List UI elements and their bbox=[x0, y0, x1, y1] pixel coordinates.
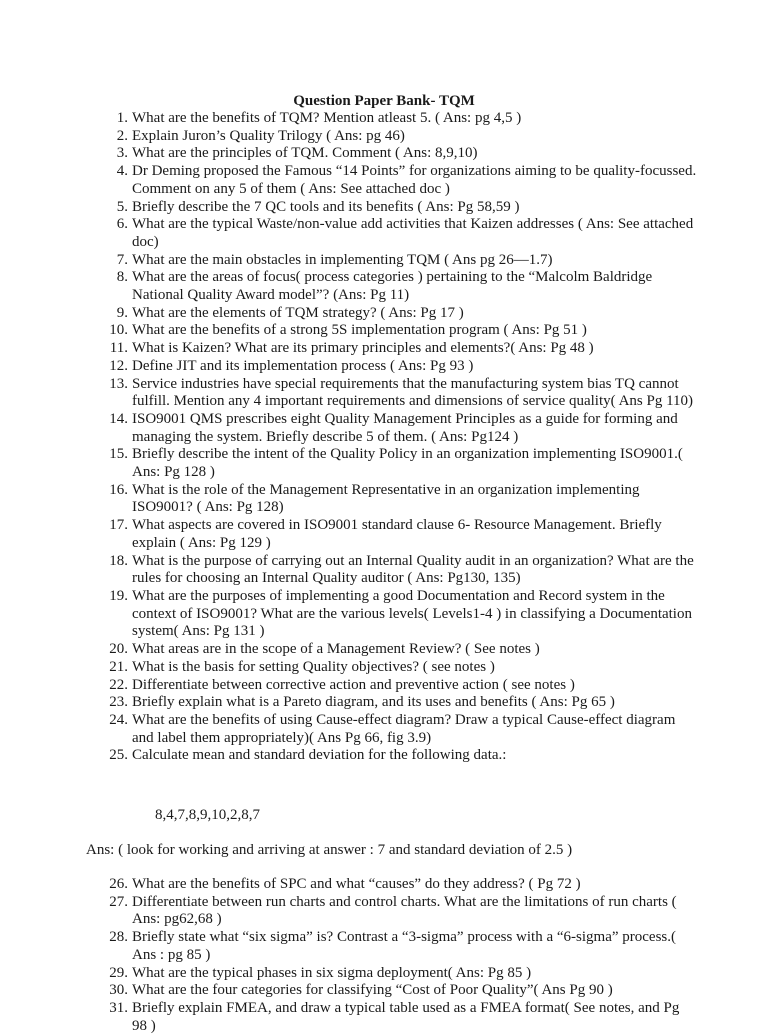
question-item bbox=[0, 553, 768, 588]
question-text: What are the four categories for classifying “Cost of Poor Quality”( Ans Pg 90 ) bbox=[132, 982, 613, 999]
question-item bbox=[0, 1000, 768, 1035]
question-item bbox=[0, 110, 768, 128]
question-item bbox=[0, 145, 768, 163]
question-item bbox=[0, 588, 768, 641]
question-item bbox=[0, 128, 768, 146]
question-number: 12. bbox=[109, 357, 128, 374]
question-item bbox=[0, 340, 768, 358]
question-number: 16. bbox=[109, 481, 128, 498]
question-number: 9. bbox=[116, 304, 128, 321]
question-item bbox=[0, 982, 768, 1000]
question-item bbox=[0, 747, 768, 765]
question-text: What is the basis for setting Quality objectives? ( see notes ) bbox=[132, 658, 495, 675]
question-item bbox=[0, 411, 768, 446]
question-number: 27. bbox=[109, 893, 128, 910]
question-text: What are the main obstacles in implementing TQM ( Ans pg 26—1.7) bbox=[132, 251, 553, 268]
question-text: What are the typical Waste/non-value add activities that Kaizen addresses ( Ans: See attached doc) bbox=[132, 216, 694, 250]
question-text: Briefly state what “six sigma” is? Contrast a “3-sigma” process with a “6-sigma” process.( Ans : pg 85 ) bbox=[132, 929, 677, 963]
question-number: 15. bbox=[109, 446, 128, 463]
question-item bbox=[0, 252, 768, 270]
question-text: What are the benefits of SPC and what “causes” do they address? ( Pg 72 ) bbox=[132, 876, 581, 892]
question-number: 14. bbox=[109, 410, 128, 427]
question-text: Define JIT and its implementation process ( Ans: Pg 93 ) bbox=[132, 357, 474, 374]
question-text: Calculate mean and standard deviation for the following data.: bbox=[132, 747, 507, 764]
question-number: 5. bbox=[116, 198, 128, 215]
question-item bbox=[0, 482, 768, 517]
question-text: What are the typical phases in six sigma deployment( Ans: Pg 85 ) bbox=[132, 964, 532, 981]
question-text: Differentiate between corrective action and preventive action ( see notes ) bbox=[132, 676, 575, 693]
question-text: What is the role of the Management Representative in an organization implementing ISO9001? ( Ans: Pg 128) bbox=[132, 481, 640, 516]
question-list-part2 bbox=[0, 876, 768, 1035]
question-item bbox=[0, 358, 768, 376]
question-number: 10. bbox=[109, 322, 128, 339]
question-item bbox=[0, 216, 768, 251]
question-number: 31. bbox=[109, 999, 128, 1016]
question-number: 25. bbox=[109, 747, 128, 764]
data-values: 8,4,7,8,9,10,2,8,7 bbox=[155, 807, 260, 823]
question-number: 1. bbox=[116, 110, 128, 126]
question-number: 18. bbox=[109, 552, 128, 569]
question-text: What are the elements of TQM strategy? ( Ans: Pg 17 ) bbox=[132, 304, 464, 321]
question-text: What are the benefits of a strong 5S implementation program ( Ans: Pg 51 ) bbox=[132, 322, 587, 339]
question-text: Differentiate between run charts and control charts. What are the limitations of run charts ( Ans: pg62,68 ) bbox=[132, 893, 677, 928]
question-text: Briefly explain what is a Pareto diagram, and its uses and benefits ( Ans: Pg 65 ) bbox=[132, 694, 615, 711]
question-number: 24. bbox=[109, 711, 128, 728]
question-number: 19. bbox=[109, 587, 128, 604]
question-text: What is the purpose of carrying out an Internal Quality audit in an organization? What are the rules for choosing an Internal Quality auditor ( Ans: Pg130, 135) bbox=[132, 552, 694, 587]
question-item bbox=[0, 199, 768, 217]
question-number: 7. bbox=[116, 251, 128, 268]
question-text: Briefly explain FMEA, and draw a typical table used as a FMEA format( See notes, and Pg 98 ) bbox=[132, 999, 680, 1034]
question-text: What are the benefits of TQM? Mention atleast 5. ( Ans: pg 4,5 ) bbox=[132, 110, 522, 126]
question-text: What are the purposes of implementing a good Documentation and Record system in the context of ISO9001? What are the various levels( Levels1-4 ) in classifying a Documentation system( Ans: Pg 131 ) bbox=[132, 587, 692, 640]
question-text: Briefly describe the 7 QC tools and its benefits ( Ans: Pg 58,59 ) bbox=[132, 198, 520, 215]
question-number: 11. bbox=[109, 340, 128, 357]
question-item bbox=[0, 712, 768, 747]
question-number: 22. bbox=[109, 676, 128, 693]
question-text: What is Kaizen? What are its primary principles and elements?( Ans: Pg 48 ) bbox=[132, 340, 594, 357]
question-number: 20. bbox=[109, 641, 128, 658]
question-item bbox=[0, 269, 768, 304]
question-item bbox=[0, 659, 768, 677]
question-item bbox=[0, 694, 768, 712]
question-number: 3. bbox=[116, 145, 128, 162]
question-item bbox=[0, 376, 768, 411]
question-number: 8. bbox=[116, 269, 128, 286]
question-number: 28. bbox=[109, 929, 128, 946]
question-number: 4. bbox=[116, 163, 128, 180]
question-number: 30. bbox=[109, 982, 128, 999]
question-item bbox=[0, 305, 768, 323]
question-number: 13. bbox=[109, 375, 128, 392]
question-text: What are the benefits of using Cause-effect diagram? Draw a typical Cause-effect diagram and label them appropriately)( Ans Pg 66, fig 3.9) bbox=[132, 711, 676, 746]
question-text: ISO9001 QMS prescribes eight Quality Management Principles as a guide for forming and managing the system. Briefly describe 5 of them. ( Ans: Pg124 ) bbox=[132, 410, 678, 445]
question-text: Dr Deming proposed the Famous “14 Points” for organizations aiming to be quality-focussed. Comment on any 5 of them ( Ans: See attached doc ) bbox=[132, 163, 697, 197]
question-text: What are the principles of TQM. Comment ( Ans: 8,9,10) bbox=[132, 145, 478, 162]
question-number: 26. bbox=[109, 876, 128, 892]
question-number: 2. bbox=[116, 127, 128, 144]
question-item bbox=[0, 965, 768, 983]
question-item bbox=[0, 894, 768, 929]
question-text: Service industries have special requirements that the manufacturing system bias TQ cannot fulfill. Mention any 4 important requirements and dimensions of service quality( Ans Pg 110) bbox=[132, 375, 694, 410]
question-item bbox=[0, 677, 768, 695]
question-number: 23. bbox=[109, 694, 128, 711]
answer-line: Ans: ( look for working and arriving at answer : 7 and standard deviation of 2.5 ) bbox=[86, 842, 573, 858]
question-item bbox=[0, 641, 768, 659]
question-text: What areas are in the scope of a Management Review? ( See notes ) bbox=[132, 641, 540, 658]
question-item bbox=[0, 446, 768, 481]
question-item bbox=[0, 929, 768, 964]
question-text: Briefly describe the intent of the Quality Policy in an organization implementing ISO9001.( Ans: Pg 128 ) bbox=[132, 446, 683, 481]
question-list-part1 bbox=[0, 110, 768, 765]
question-number: 6. bbox=[116, 216, 128, 233]
question-text: What are the areas of focus( process categories ) pertaining to the “Malcolm Baldridge National Quality Award model”? (Ans: Pg 11) bbox=[132, 269, 653, 304]
question-number: 29. bbox=[109, 964, 128, 981]
document-title: Question Paper Bank- TQM bbox=[293, 93, 475, 109]
question-item bbox=[0, 322, 768, 340]
question-number: 17. bbox=[109, 517, 128, 534]
question-text: What aspects are covered in ISO9001 standard clause 6- Resource Management. Briefly explain ( Ans: Pg 129 ) bbox=[132, 517, 662, 551]
question-text: Explain Juron’s Quality Trilogy ( Ans: pg 46) bbox=[132, 127, 405, 144]
question-item bbox=[0, 517, 768, 552]
question-item bbox=[0, 876, 768, 894]
question-item bbox=[0, 163, 768, 198]
question-number: 21. bbox=[109, 658, 128, 675]
